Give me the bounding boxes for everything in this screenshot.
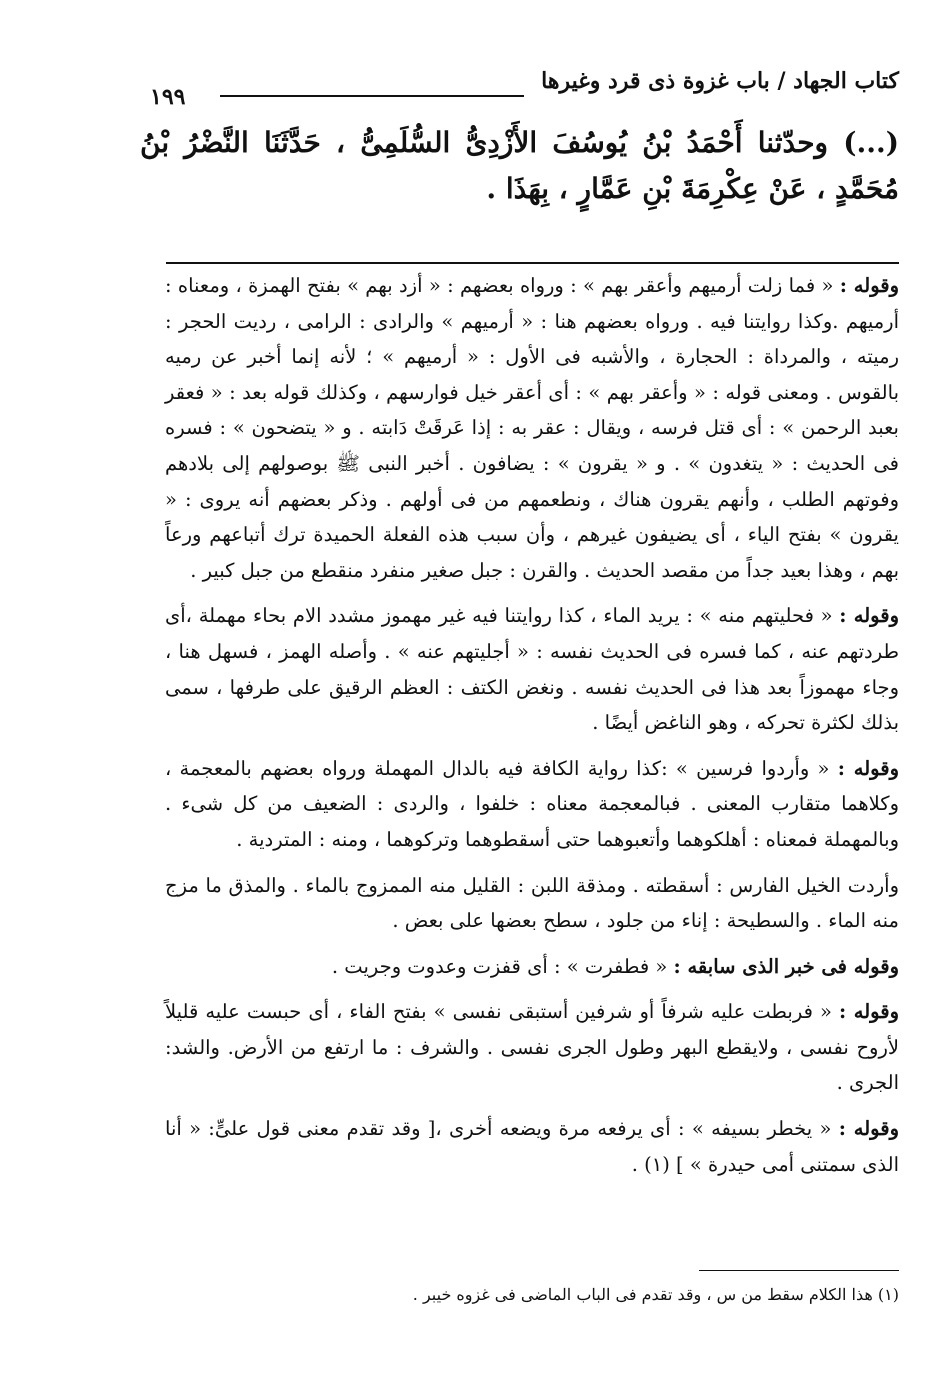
commentary-paragraph (165, 268, 899, 588)
paragraph-lead: وقوله : (838, 1117, 899, 1141)
paragraph-text: « وأردوا فرسين » :كذا رواية الكافة فيه بالدال المهملة ورواه بعضهم بالمعجمة ، وكلاهما متقارب المعنى . فبالمعجمة معناه : خلفوا ، والردى : الضعيف من كل شىء . وبالمهملة فمعناه : أهلكوهما وأتعبوهما حتى أسقطوهما وتركوهما ، ومنه : المتردية . (165, 756, 899, 851)
running-title: كتاب الجهاد / باب غزوة ذى قرد وغيرها (541, 68, 899, 94)
paragraph-lead: وقوله : (839, 274, 900, 297)
paragraph-text: وأردت الخيل الفارس : أسقطته . ومذقة اللبن : القليل منه الممزوج بالماء . والمذق ما مزج منه الماء . والسطيحة : إناء من جلود ، سطح بعضها على بعض . (165, 873, 899, 933)
commentary-paragraph (165, 949, 899, 985)
commentary-paragraph (165, 868, 899, 939)
commentary-paragraph (165, 598, 899, 740)
page-header (150, 68, 899, 108)
commentary-paragraph (165, 1111, 899, 1182)
page-number: ١٩٩ (150, 84, 186, 110)
paragraph-lead: وقوله فى خبر الذى سابقه : (673, 954, 899, 978)
paragraph-lead: وقوله : (839, 604, 899, 628)
section-divider (166, 262, 899, 264)
paragraph-lead: وقوله : (837, 756, 899, 780)
commentary-paragraph (165, 994, 899, 1101)
commentary-paragraph (165, 751, 899, 858)
commentary (165, 268, 899, 1182)
paragraph-lead: وقوله : (838, 1000, 899, 1024)
header-rule (220, 95, 524, 97)
paragraph-text: « فحليتهم منه » : يريد الماء ، كذا روايتنا فيه غير مهموز مشدد الام بحاء مهملة ،أى طردتهم عنه ، كما فسره فى الحديث نفسه : « أجليتهم عنه » . وأصله الهمز ، فسهل هنا ، وجاء مهموزاً بعد هذا فى الحديث نفسه . ونغض الكتف : العظم الرقيق على طرفها ، سمى بذلك لكثرة تحركه ، وهو الناغض أيضًا . (165, 604, 899, 735)
footnote-rule (699, 1270, 899, 1271)
hadith-text: (...) وحدّثنا أَحْمَدُ بْنُ يُوسُفَ الأَزْدِىُّ السُّلَمِىُّ ، حَدَّثَنَا النَّضْرُ بْنُ مُحَمَّدٍ ، عَنْ عِكْرِمَةَ بْنِ عَمَّارٍ ، بِهَذَا . (140, 126, 899, 205)
paragraph-text: « فطفرت » : أى قفزت وعدوت وجريت . (331, 954, 674, 978)
footnote: (١) هذا الكلام سقط من س ، وقد تقدم فى الباب الماضى فى غزوه خيبر . (412, 1285, 899, 1304)
paragraph-text: « يخطر بسيفه » : أى يرفعه مرة ويضعه أخرى ،[ وقد تقدم معنى قول علىٍّ: « أنا الذى سمتنى أمى حيدرة » ] (١) . (165, 1117, 899, 1176)
paragraph-text: « فربطت عليه شرفاً أو شرفين أستبقى نفسى » بفتح الفاء ، أى حبست عليه قليلاً لأروح نفسى ، ولايقطع البهر وطول الجرى نفسى . والشرف : ما ارتفع من الأرض. والشد: الجرى . (165, 1000, 899, 1095)
paragraph-text: « فما زلت أرميهم وأعقر بهم » : ورواه بعضهم : « أزد بهم » بفتح الهمزة ، ومعناه : أرميهم .وكذا روايتنا فيه . ورواه بعضهم هنا : « أرميهم » والرادى : الرامى ، رديت الحجر : رميته ، والمرداة : الحجارة ، والأشبه فى الأول : « أرميهم » ؛ لأنه إنما أخبر عن رميه بالقوس . ومعنى قوله : « وأعقر بهم » : أى أعقر خيل فوارسهم ، وكذلك قوله بعد : « فعقر بعبد الرحمن » : أى قتل فرسه ، ويقال : عقر به : إذا عَرقَتْ دَابته . و « يتضحون » : فسره فى الحديث : « يتغدون » . و « يقرون » : يضافون . أخبر النبى ﷺ بوصولهم إلى بلادهم وفوتهم الطلب ، وأنهم يقرون هناك ، ونطعمهم من فى أولهم . وذكر بعضهم أنه يروى : « يقرون » بفتح الياء ، أى يضيفون غيرهم ، وأن سبب هذه الفعلة الحميدة ترك أتباعهم ورعاً بهم ، وهذا بعيد جداً من مقصد الحديث . والقرن : جبل صغير منفرد منقطع من جبل كبير . (165, 274, 899, 582)
